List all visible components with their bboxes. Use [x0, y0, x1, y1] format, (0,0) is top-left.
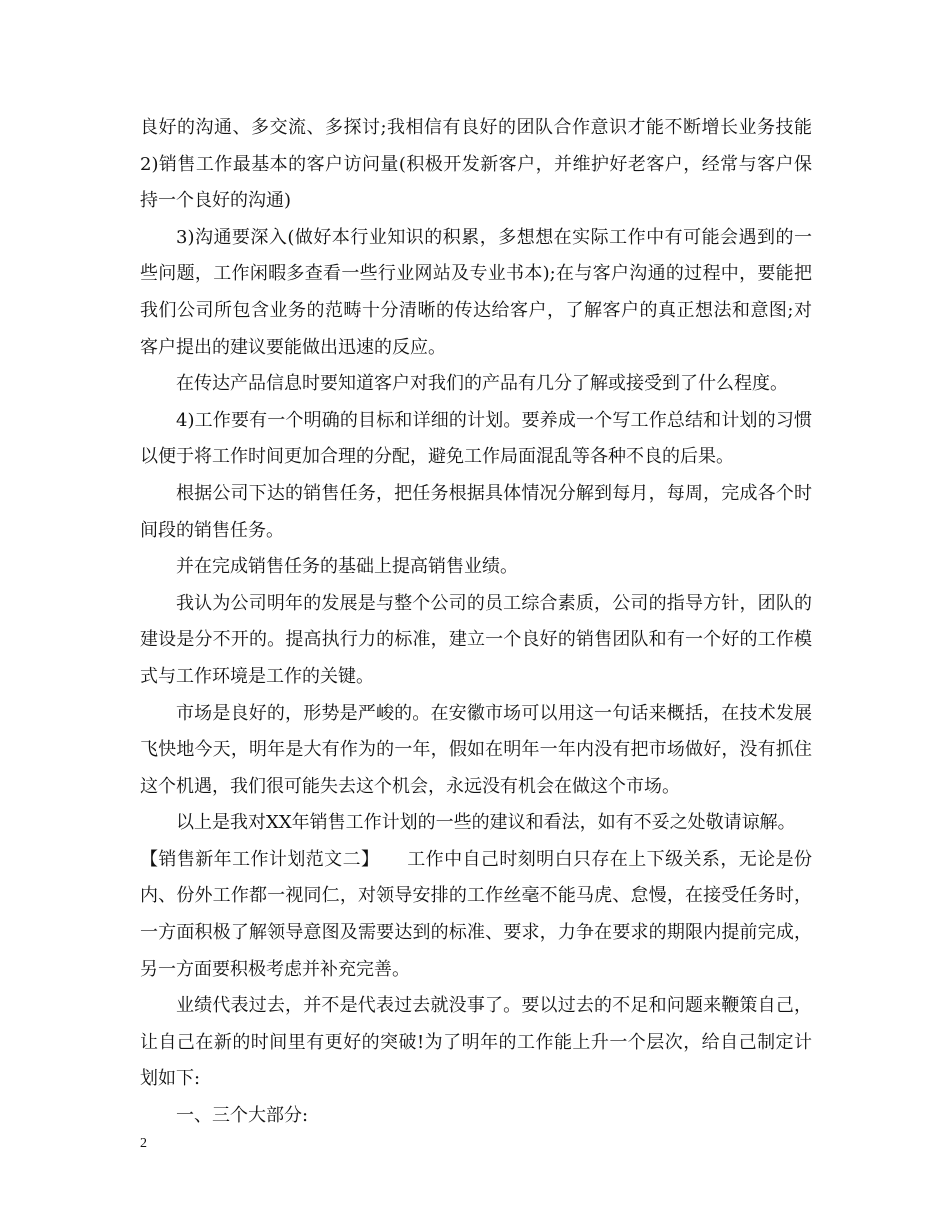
paragraph-5: 根据公司下达的销售任务，把任务根据具体情况分解到每月，每周，完成各个时间段的销售任务。 — [140, 482, 812, 541]
paragraph-8: 市场是良好的，形势是严峻的。在安徽市场可以用这一句话来概括，在技术发展飞快地今天，明年是大有作为的一年，假如在明年一年内没有把市场做好，没有抓住这个机遇，我们很可能失去这个机会，永远没有机会在做这个市场。 — [140, 702, 812, 797]
paragraph-6: 并在完成销售任务的基础上提高销售业绩。 — [176, 556, 518, 578]
paragraph-10: 【销售新年工作计划范文二】 工作中自己时刻明白只存在上下级关系，无论是份内、份外工作都一视同仁，对领导安排的工作丝毫不能马虎、怠慢，在接受任务时，一方面积极了解领导意图及需要达到的标准、要求，力争在要求的期限内提前完成，另一方面要积极考虑并补充完善。 — [140, 848, 812, 980]
paragraph-1: 良好的沟通、多交流、多探讨;我相信有良好的团队合作意识才能不断增长业务技能2)销售工作最基本的客户访问量(积极开发新客户，并维护好老客户，经常与客户保持一个良好的沟通) — [140, 117, 812, 212]
paragraph-12: 一、三个大部分: — [176, 1105, 309, 1127]
paragraph-4: 4)工作要有一个明确的目标和详细的计划。要养成一个写工作总结和计划的习惯以便于将工作时间更加合理的分配，避免工作局面混乱等各种不良的后果。 — [140, 409, 812, 468]
page-number: 2 — [140, 1136, 147, 1151]
paragraph-3: 在传达产品信息时要知道客户对我们的产品有几分了解或接受到了什么程度。 — [176, 373, 788, 395]
paragraph-11: 业绩代表过去，并不是代表过去就没事了。要以过去的不足和问题来鞭策自己，让自己在新的时间里有更好的突破!为了明年的工作能上升一个层次，给自己制定计划如下: — [140, 995, 812, 1090]
document-body — [140, 110, 812, 1135]
paragraph-2: 3)沟通要深入(做好本行业知识的积累，多想想在实际工作中有可能会遇到的一些问题，工作闲暇多查看一些行业网站及专业书本);在与客户沟通的过程中，要能把我们公司所包含业务的范畴十分清晰的传达给客户，了解客户的真正想法和意图;对客户提出的建议要能做出迅速的反应。 — [140, 226, 812, 358]
paragraph-9: 以上是我对XX年销售工作计划的一些的建议和看法，如有不妥之处敬请谅解。 — [176, 812, 796, 834]
paragraph-7: 我认为公司明年的发展是与整个公司的员工综合素质，公司的指导方针，团队的建设是分不开的。提高执行力的标准，建立一个良好的销售团队和有一个好的工作模式与工作环境是工作的关键。 — [140, 592, 812, 687]
